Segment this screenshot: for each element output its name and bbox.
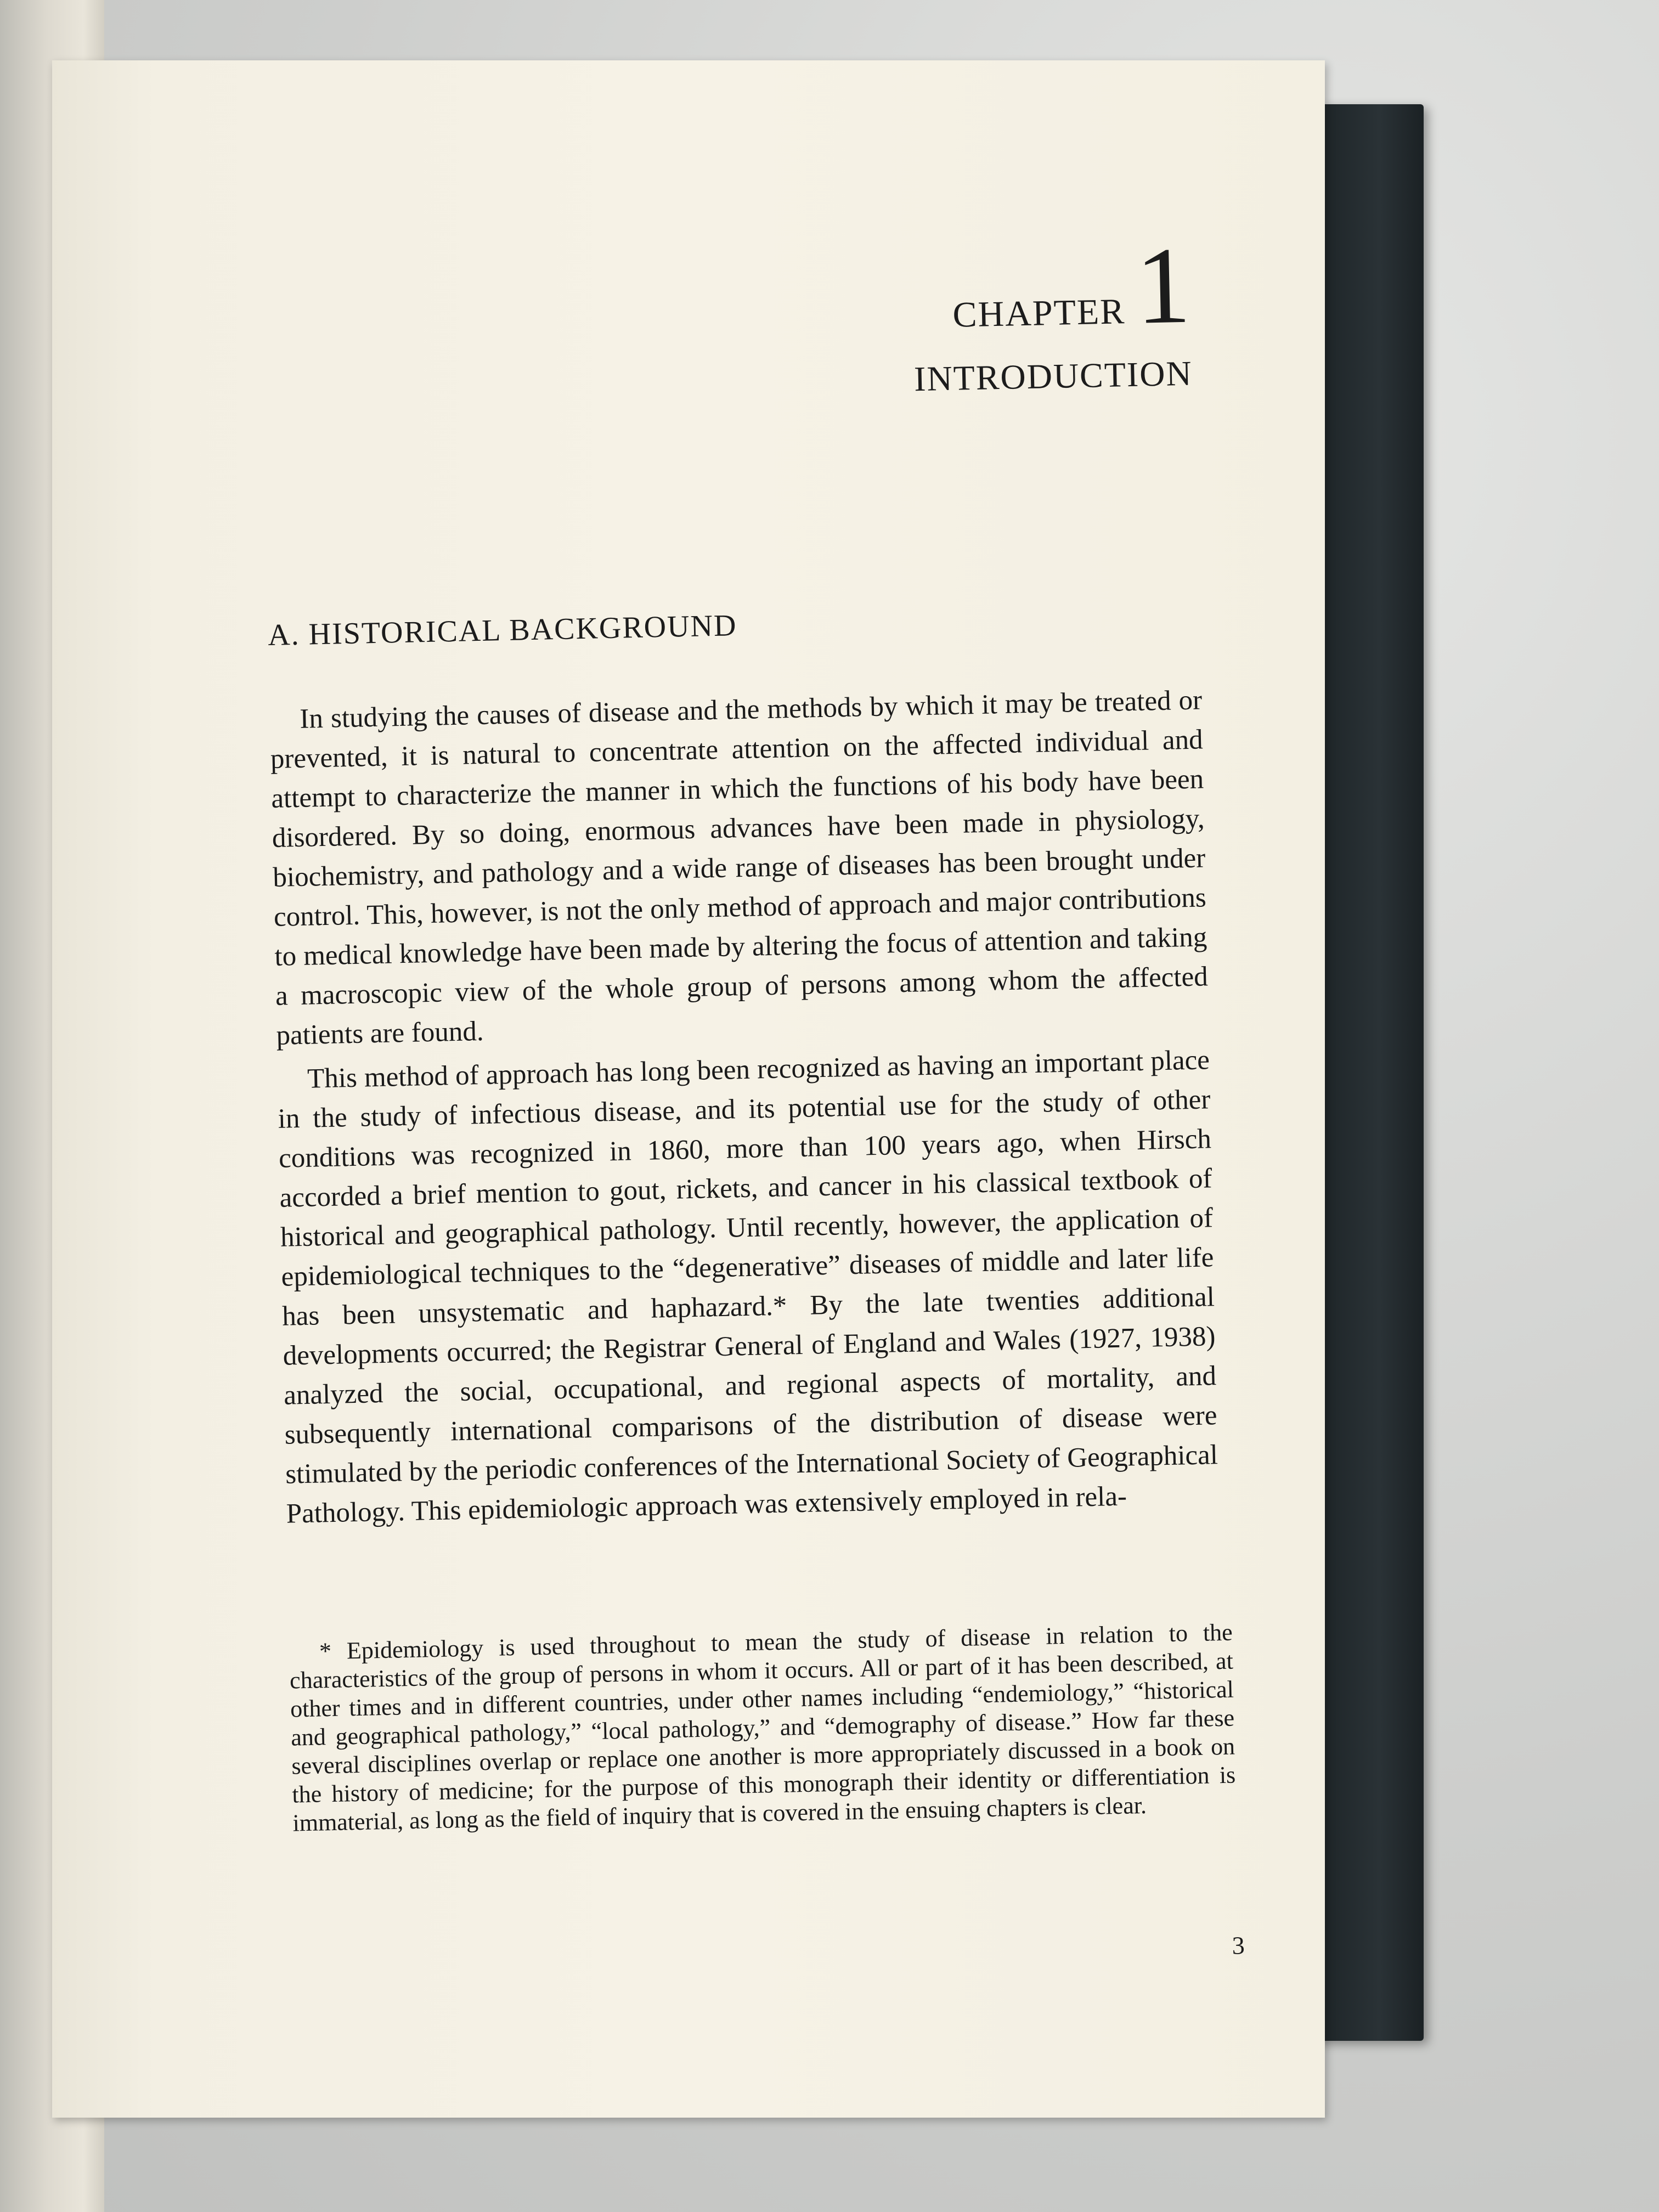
section-heading: A. HISTORICAL BACKGROUND	[267, 608, 738, 653]
page-number: 3	[1232, 1931, 1245, 1960]
chapter-label: CHAPTER	[952, 291, 1126, 335]
chapter-heading	[911, 224, 1193, 400]
book-page	[52, 60, 1325, 2118]
chapter-title: INTRODUCTION	[913, 353, 1193, 399]
footnote	[289, 1618, 1237, 1838]
page-content	[52, 60, 1325, 2118]
paragraph: In studying the causes of disease and the methods by which it may be treated or prevented, it is natural to concentrate attention on the affected individual and attempt to characterize the manner in which the functions of his body have been disordered. By so doing, enormous advances have been made in physiology, biochemistry, and pathology and a wide range of diseases has been brought under control. This, however, is not the only method of approach and major contributions to medical knowledge have been made by altering the focus of attention and taking a macroscopic view of the whole group of persons among whom the affected patients are found.	[270, 685, 1209, 1051]
paragraph: This method of approach has long been recognized as having an important place in the study of infectious disease, and its potential use for the study of other conditions was recognized in 1860, more than 100 years ago, when Hirsch accorded a brief mention to gout, rickets, and cancer in his classical textbook of historical and geographical pathology. Until recently, however, the application of epidemiological techniques to the “degenerative” diseases of middle and later life has been unsystematic and haphazard.* By the late twenties additional developments occurred; the Registrar General of England and Wales (1927, 1938) analyzed the social, occupational, and regional aspects of mortality, and subsequently international comparisons of the distribution of disease were stimulated by the periodic conferences of the International Society of Geographical Pathology. This epidemiologic approach was extensively employed in rela-	[278, 1045, 1218, 1530]
footnote-text: * Epidemiology is used throughout to mean the study of disease in relation to the characteristics of the group of persons in whom it occurs. All or part of it has been described, at other times and in different countries, under other names including “endemiology,” “historical and geographical pathology,” “local pathology,” and “demography of disease.” How far these several disciplines overlap or replace one another is more appropriately discussed in a book on the history of medicine; for the purpose of this monograph their identity or differentiation is immaterial, as long as the field of inquiry that is covered in the ensuing chapters is clear.	[289, 1618, 1236, 1837]
chapter-number: 1	[1134, 224, 1192, 347]
book-cover	[1314, 104, 1424, 2041]
chapter-line	[911, 224, 1192, 347]
body-text	[269, 680, 1219, 1533]
